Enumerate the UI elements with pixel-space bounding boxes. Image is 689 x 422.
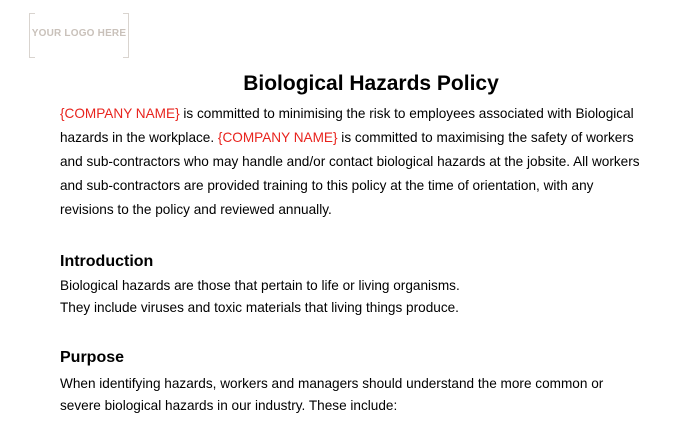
introduction-line-1: Biological hazards are those that pertain to life or living organisms. [60, 278, 460, 293]
introduction-line-2: They include viruses and toxic materials that living things produce. [60, 300, 459, 315]
opening-line-4: and sub-contractors are provided training to this policy at the time of orientation, with any [60, 178, 594, 193]
page-title: Biological Hazards Policy [243, 72, 499, 95]
opening-paragraph [60, 102, 686, 222]
opening-line-5: revisions to the policy and reviewed annually. [60, 202, 332, 217]
introduction-paragraph [60, 275, 686, 319]
opening-line-1 [60, 102, 686, 126]
logo-text: YOUR LOGO HERE [31, 28, 127, 39]
opening-line-1-text: is committed to minimising the risk to employees associated with Biological [179, 106, 634, 121]
purpose-line-1: When identifying hazards, workers and managers should understand the more common or [60, 376, 604, 391]
opening-line-2-text: is committed to maximising the safety of workers [337, 130, 634, 145]
purpose-line-2: severe biological hazards in our industry. These include: [60, 398, 398, 413]
logo-placeholder [29, 13, 129, 58]
purpose-heading: Purpose [60, 349, 125, 366]
opening-line-2 [60, 126, 686, 150]
company-name-placeholder: {COMPANY NAME} [217, 130, 338, 145]
introduction-heading: Introduction [60, 253, 154, 270]
purpose-paragraph [60, 373, 686, 417]
company-name-placeholder: {COMPANY NAME} [60, 106, 180, 121]
opening-line-3: and sub-contractors who may handle and/or contact biological hazards at the jobsite. All workers [60, 154, 640, 169]
opening-line-2-start: hazards in the workplace. [60, 130, 218, 145]
